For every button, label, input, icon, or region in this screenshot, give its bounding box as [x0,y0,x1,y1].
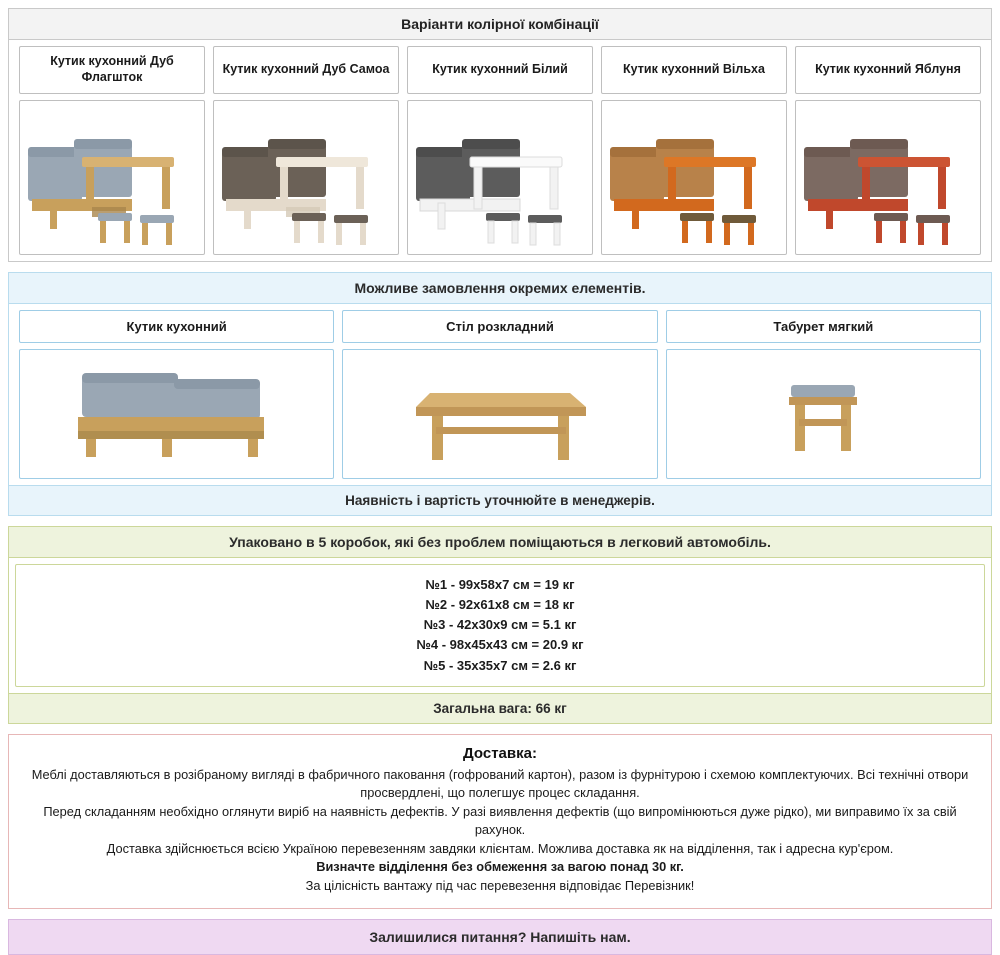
variant-label: Кутик кухонний Дуб Самоа [213,46,399,94]
packaging-box-item: №4 - 98x45x43 см = 20.9 кг [416,637,584,653]
variant-item[interactable] [597,46,791,255]
packaging-total-weight: Загальна вага: 66 кг [8,694,992,724]
packaging-title: Упаковано в 5 коробок, які без проблем поміщаються в легковий автомобіль. [8,526,992,558]
variant-item[interactable] [403,46,597,255]
kitchen-corner-set-white-icon [410,103,590,253]
variant-label: Кутик кухонний Яблуня [795,46,981,94]
delivery-carrier-note: За цілісність вантажу під час перевезення відповідає Перевізник! [305,877,695,893]
kitchen-corner-set-alder-icon [604,103,784,253]
delivery-panel [8,734,992,909]
stool-image [763,359,883,469]
packaging-panel [8,526,992,724]
delivery-paragraph: Перед складанням необхідно оглянути виріб на наявність дефектів. У разі виявлення дефектів (що випромінюються дуже рідко), ми виправимо їх за свій рахунок. [43,803,957,838]
colour-variants-body [8,40,992,262]
variant-image[interactable] [19,100,205,255]
colour-variants-row [15,46,985,255]
variant-item[interactable] [15,46,209,255]
separate-elements-footer: Наявність і вартість уточнюйте в менеджерів. [8,486,992,516]
element-item-table[interactable] [338,310,661,479]
kitchen-corner-set-oak-flagstock-icon [22,103,202,253]
variant-image[interactable] [601,100,787,255]
variant-item[interactable] [791,46,985,255]
element-image[interactable] [666,349,981,479]
variant-image[interactable] [213,100,399,255]
variant-image[interactable] [795,100,981,255]
table-image [400,359,600,469]
separate-elements-row [15,310,985,479]
delivery-paragraph: Доставка здійснюється всією Україною перевезенням завдяки клієнтам. Можлива доставка як на відділення, так і адресна кур'єром. [106,840,894,856]
packaging-body [8,558,992,694]
delivery-title: Доставка: [463,744,537,762]
variant-label: Кутик кухонний Вільха [601,46,787,94]
variant-label: Кутик кухонний Дуб Флагшток [19,46,205,94]
corner-bench-image [62,359,292,469]
element-label: Табурет мягкий [666,310,981,343]
packaging-box-list [15,564,985,687]
contact-banner[interactable]: Залишилися питання? Напишіть нам. [8,919,992,955]
packaging-box-item: №2 - 92x61x8 см = 18 кг [425,597,575,613]
kitchen-corner-set-oak-samoa-icon [216,103,396,253]
separate-elements-title: Можливе замовлення окремих елементів. [8,272,992,304]
packaging-box-item: №1 - 99x58x7 см = 19 кг [425,577,575,592]
element-label: Кутик кухонний [19,310,334,343]
delivery-bold-note: Визначте відділення без обмеження за вагою понад 30 кг. [316,859,684,875]
element-item-stool[interactable] [662,310,985,479]
element-item-corner-bench[interactable] [15,310,338,479]
delivery-paragraph: Меблі доставляються в розібраному вигляді в фабричного паковання (гофрований картон), разом із фурнітурою і схемою комплектуючих. Всі технічні отвори просвердлені, що полегшує процес складання. [31,766,969,801]
variant-image[interactable] [407,100,593,255]
variant-label: Кутик кухонний Білий [407,46,593,94]
kitchen-corner-set-apple-icon [798,103,978,253]
element-image[interactable] [342,349,657,479]
separate-elements-body [8,304,992,486]
colour-variants-panel [8,8,992,262]
element-label: Стіл розкладний [342,310,657,343]
separate-elements-panel [8,272,992,516]
packaging-box-item: №5 - 35x35x7 см = 2.6 кг [423,657,577,673]
element-image[interactable] [19,349,334,479]
colour-variants-title: Варіанти колірної комбінації [8,8,992,40]
variant-item[interactable] [209,46,403,255]
packaging-box-item: №3 - 42x30x9 см = 5.1 кг [423,617,577,633]
